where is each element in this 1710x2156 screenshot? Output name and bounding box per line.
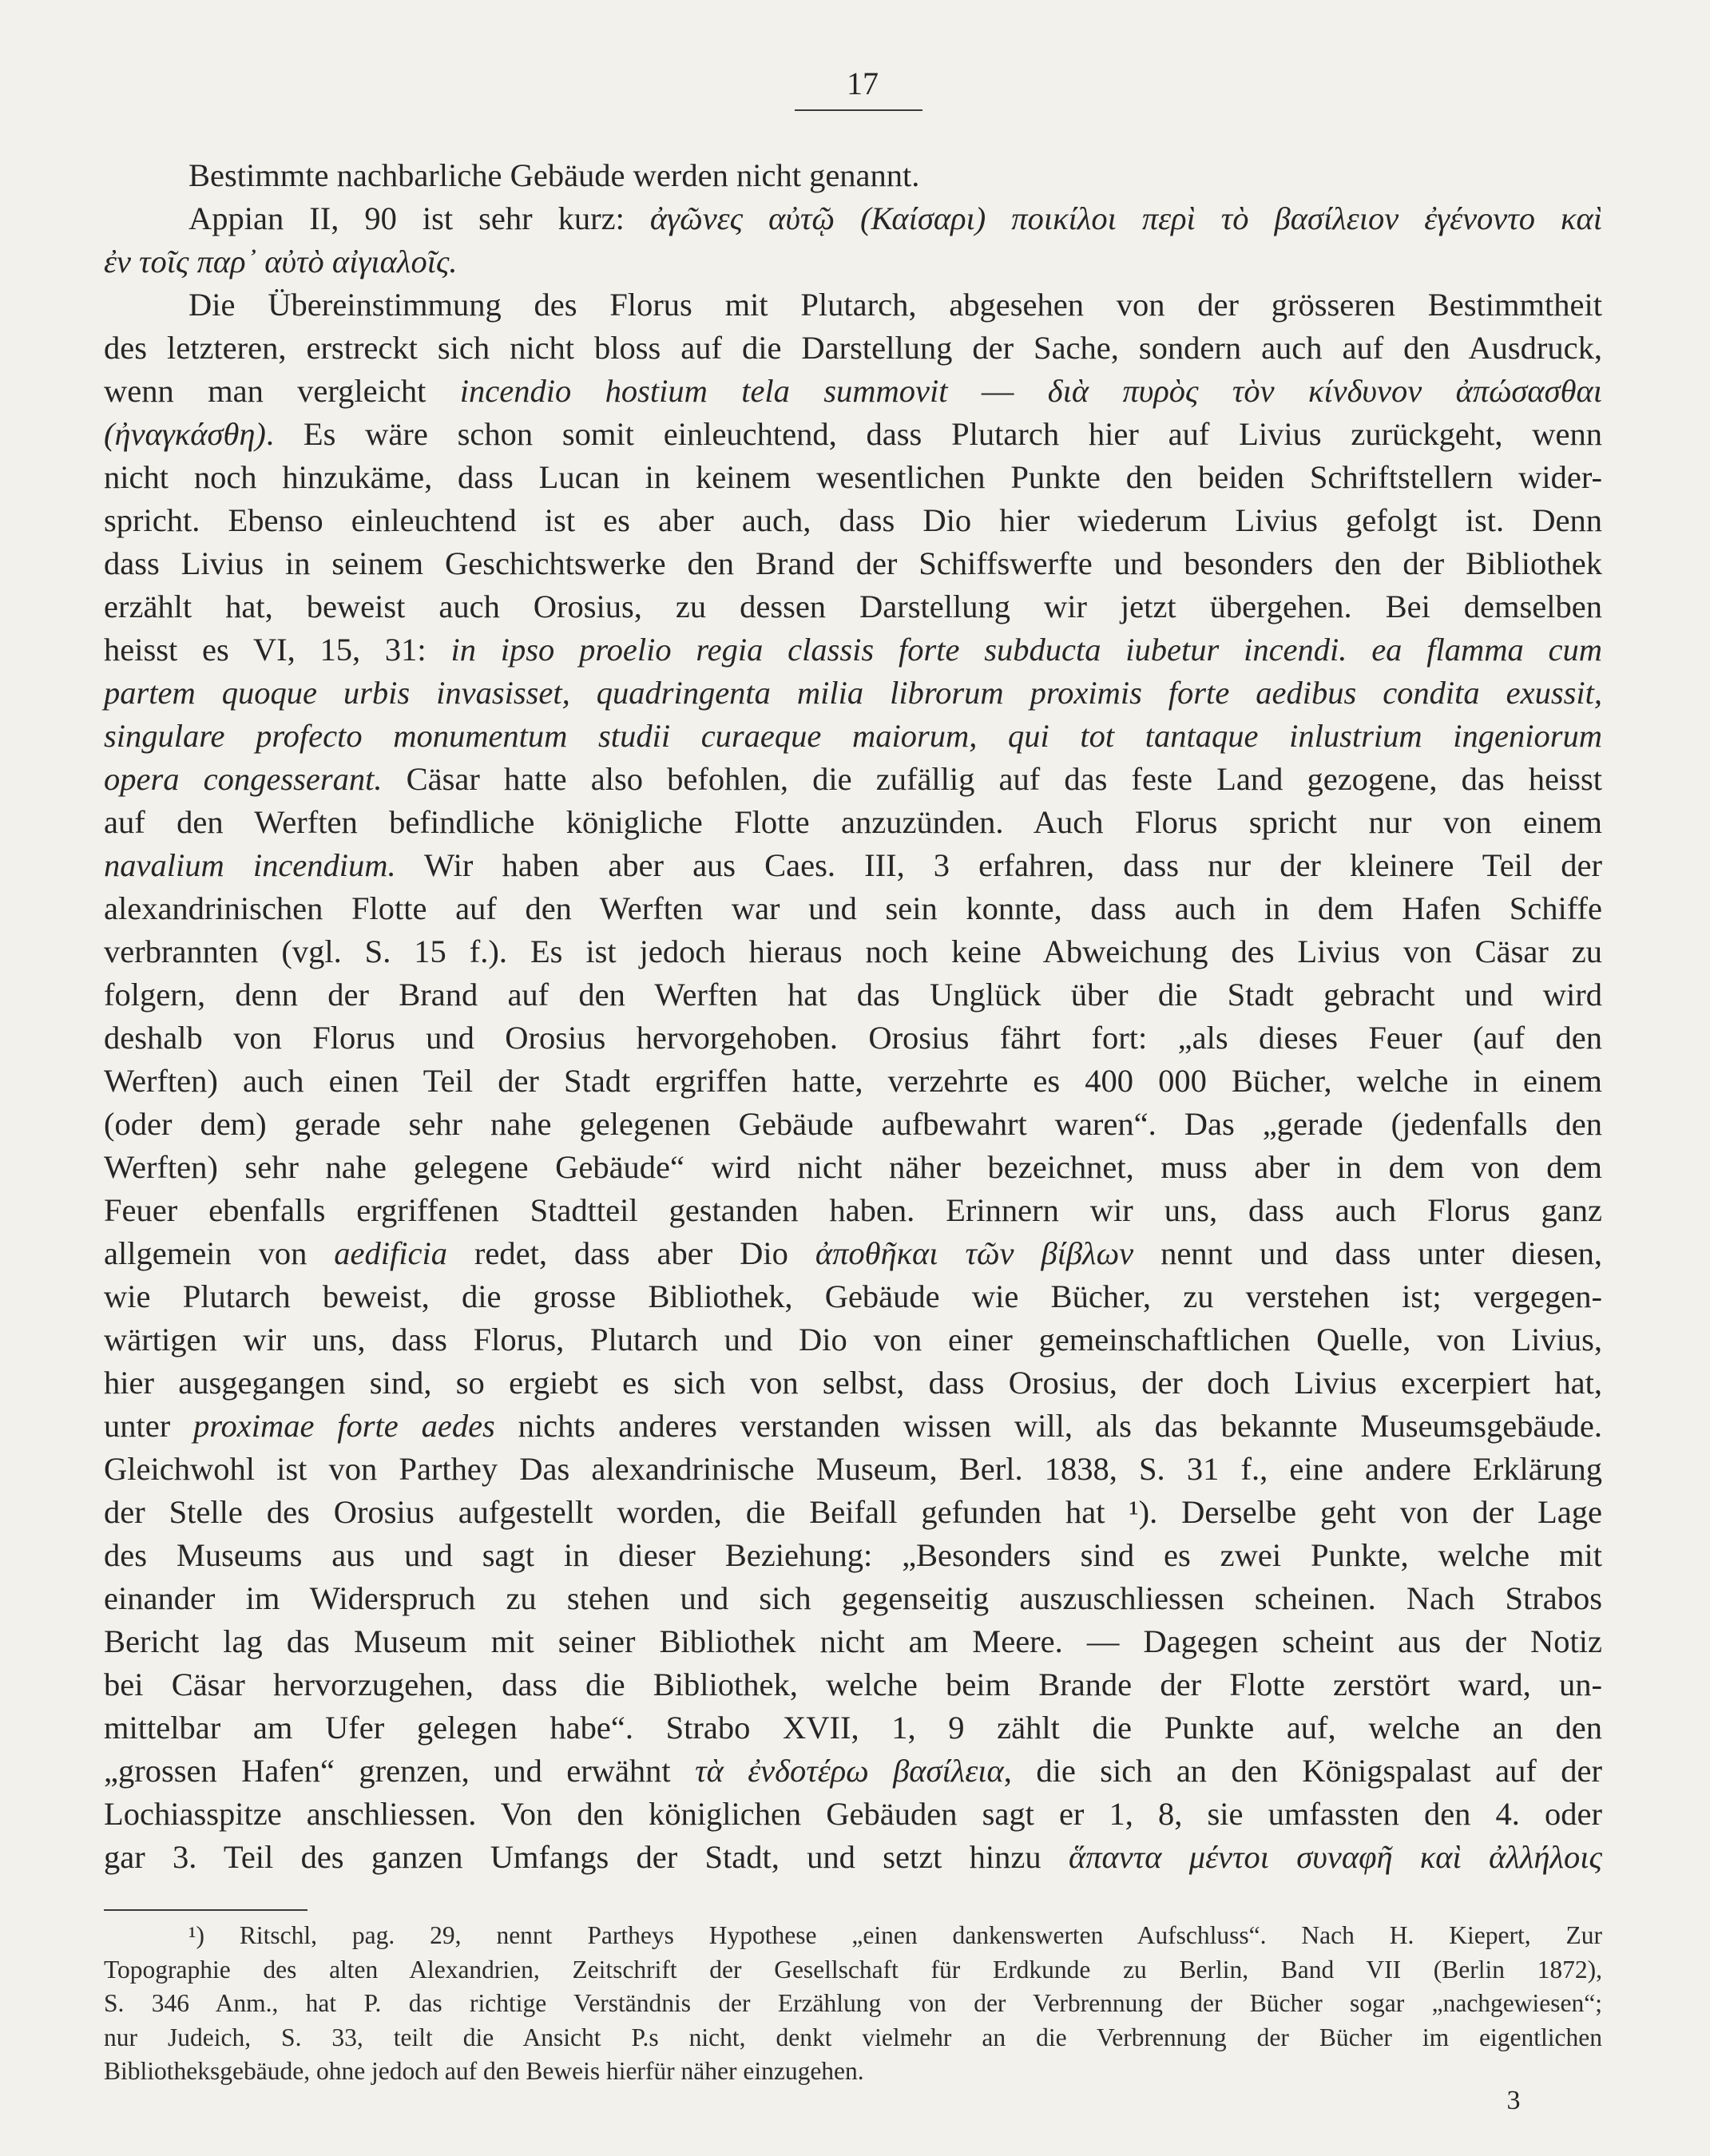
text-run: des Museums aus und sagt in dieser Beziehung: „Besonders sind es zwei Punkte, welche mit <box>104 1537 1602 1573</box>
body-line <box>104 327 1602 370</box>
text-run: Bestimmte nachbarliche Gebäude werden nicht genannt. <box>188 157 920 193</box>
body-line <box>104 1361 1602 1405</box>
text-run: unter <box>104 1408 194 1444</box>
body-line <box>104 1146 1602 1189</box>
text-run: der Stelle des Orosius aufgestellt worden, die Beifall gefunden hat ¹). Derselbe geht von der Lage <box>104 1494 1602 1530</box>
text-run: Feuer ebenfalls ergriffenen Stadtteil gestanden haben. Erinnern wir uns, dass auch Florus ganz <box>104 1192 1602 1228</box>
italic-text: partem quoque urbis invasisset, quadringenta milia librorum proximis forte aedibus condita exussit, <box>104 675 1602 711</box>
italic-text: ἐν τοῖς παρ᾽ αὐτὸ αἰγιαλοῖς. <box>104 244 458 279</box>
body-line <box>104 499 1602 542</box>
body-line <box>104 1189 1602 1232</box>
body-line <box>104 758 1602 801</box>
body-line <box>104 844 1602 887</box>
page-number-rule <box>795 109 922 111</box>
text-run: Werften) auch einen Teil der Stadt ergriffen hatte, verzehrte es 400 000 Bücher, welche in einem <box>104 1063 1602 1099</box>
italic-text: navalium incendium. <box>104 847 396 883</box>
text-run: hier ausgegangen sind, so ergiebt es sich von selbst, dass Orosius, der doch Livius excerpiert hat, <box>104 1365 1602 1401</box>
footnotes <box>104 1919 1602 2089</box>
text-run: Gleichwohl ist von Parthey Das alexandrinische Museum, Berl. 1838, S. 31 f., eine andere Erklärung <box>104 1451 1602 1487</box>
body-line <box>104 283 1602 327</box>
footnote-line <box>104 2055 1602 2089</box>
italic-text: ἅπαντα μέντοι συναφῆ καὶ ἀλλήλοις <box>1068 1839 1602 1875</box>
page-number: 17 <box>847 65 879 101</box>
text-run: (oder dem) gerade sehr nahe gelegenen Gebäude aufbewahrt waren“. Das „gerade (jedenfalls den <box>104 1106 1602 1142</box>
body-text <box>104 154 1602 1879</box>
body-line <box>104 456 1602 499</box>
body-line <box>104 1017 1602 1060</box>
body-line <box>104 542 1602 585</box>
text-run: spricht. Ebenso einleuchtend ist es aber auch, dass Dio hier wiederum Livius gefolgt ist. Denn <box>104 502 1602 538</box>
italic-text: proximae forte aedes <box>193 1408 495 1444</box>
italic-text: in ipso proelio regia classis forte subducta iubetur incendi. ea flamma cum <box>450 632 1602 668</box>
body-line <box>104 1534 1602 1577</box>
body-line <box>104 1232 1602 1275</box>
text-run: wenn man vergleicht <box>104 373 460 409</box>
text-run: Wir haben aber aus Caes. III, 3 erfahren, dass nur der kleinere Teil der <box>395 847 1602 883</box>
text-run: mittelbar am Ufer gelegen habe“. Strabo XVII, 1, 9 zählt die Punkte auf, welche an den <box>104 1710 1602 1746</box>
body-line <box>104 973 1602 1017</box>
text-run: erzählt hat, beweist auch Orosius, zu dessen Darstellung wir jetzt übergehen. Bei demselben <box>104 589 1602 624</box>
body-line <box>104 672 1602 715</box>
body-line <box>104 1103 1602 1146</box>
footnote-line <box>104 1919 1602 1953</box>
footnote-line <box>104 1987 1602 2021</box>
body-line <box>104 413 1602 456</box>
text-run: ¹) Ritschl, pag. 29, nennt Partheys Hypothese „einen dankenswerten Aufschluss“. Nach H. Kiepert, Zur <box>188 1921 1602 1949</box>
text-run: heisst es VI, 15, 31: <box>104 632 451 668</box>
text-run: Cäsar hatte also befohlen, die zufällig auf das feste Land gezogene, das heisst <box>382 761 1603 797</box>
text-run: auf den Werften befindliche königliche Flotte anzuzünden. Auch Florus spricht nur von einem <box>104 804 1602 840</box>
italic-text: τὰ ἐνδοτέρω βασίλεια <box>695 1753 1004 1789</box>
italic-text: singulare profecto monumentum studii curaeque maiorum, qui tot tantaque inlustrium ingeniorum <box>104 718 1602 754</box>
text-run: nicht noch hinzukäme, dass Lucan in keinem wesentlichen Punkte den beiden Schriftstellern wider- <box>104 459 1602 495</box>
footnote-line <box>104 1953 1602 1988</box>
text-run: — <box>947 373 1048 409</box>
italic-text: ἀγῶνες αὐτῷ (Καίσαρι) ποικίλοι περὶ τὸ βασίλειον ἐγένοντο καὶ <box>649 200 1602 236</box>
text-run: Topographie des alten Alexandrien, Zeitschrift der Gesellschaft für Erdkunde zu Berlin, Band VII (Berlin 1872), <box>104 1955 1602 1984</box>
body-line <box>104 1275 1602 1318</box>
italic-text: διὰ πυρὸς τὸν κίνδυνον ἀπώσασθαι <box>1047 373 1603 409</box>
body-line <box>104 1836 1602 1879</box>
body-line <box>104 370 1602 413</box>
body-line <box>104 1793 1602 1836</box>
body-line <box>104 887 1602 930</box>
text-run: dass Livius in seinem Geschichtswerke den Brand der Schiffswerfte und besonders den der Bibliothek <box>104 545 1602 581</box>
body-line <box>104 1448 1602 1491</box>
text-run: Appian II, 90 ist sehr kurz: <box>188 200 650 236</box>
body-line <box>104 715 1602 758</box>
body-line <box>104 1577 1602 1620</box>
signature-mark: 3 <box>1506 2086 1521 2115</box>
text-run: alexandrinischen Flotte auf den Werften war und sein konnte, dass auch in dem Hafen Schiffe <box>104 890 1602 926</box>
body-line <box>104 1750 1602 1793</box>
italic-text: opera congesserant. <box>104 761 383 797</box>
text-run: deshalb von Florus und Orosius hervorgehoben. Orosius fährt fort: „als dieses Feuer (auf den <box>104 1020 1602 1056</box>
text-run: S. 346 Anm., hat P. das richtige Verständnis der Erzählung von der Verbrennung der Bücher sogar „nachgewiesen“; <box>104 1989 1602 2017</box>
body-line <box>104 1060 1602 1103</box>
body-line <box>104 628 1602 672</box>
text-run: „grossen Hafen“ grenzen, und erwähnt <box>104 1753 696 1789</box>
text-run: Bericht lag das Museum mit seiner Bibliothek nicht am Meere. — Dagegen scheint aus der Notiz <box>104 1623 1602 1659</box>
text-run: redet, dass aber Dio <box>446 1235 815 1271</box>
text-run: des letzteren, erstreckt sich nicht bloss auf die Darstellung der Sache, sondern auch auf den Ausdruck, <box>104 330 1602 366</box>
body-line <box>104 1663 1602 1706</box>
text-run: gar 3. Teil des ganzen Umfangs der Stadt, und setzt hinzu <box>104 1839 1069 1875</box>
body-line <box>104 585 1602 628</box>
body-line <box>104 197 1602 240</box>
text-run: , die sich an den Königspalast auf der <box>1003 1753 1603 1789</box>
italic-text: aedificia <box>334 1235 447 1271</box>
text-run: Die Übereinstimmung des Florus mit Plutarch, abgesehen von der grösseren Bestimmtheit <box>188 287 1602 323</box>
text-run: nur Judeich, S. 33, teilt die Ansicht P.s nicht, denkt vielmehr an die Verbrennung der Bücher im eigentlichen <box>104 2023 1602 2051</box>
italic-text: (ἠναγκάσθη) <box>104 416 266 452</box>
text-run: bei Cäsar hervorzugehen, dass die Bibliothek, welche beim Brande der Flotte zerstört ward, un- <box>104 1667 1602 1702</box>
body-line <box>104 1318 1602 1361</box>
body-line <box>104 1620 1602 1663</box>
text-run: folgern, denn der Brand auf den Werften hat das Unglück über die Stadt gebracht und wird <box>104 977 1602 1013</box>
body-line <box>104 1405 1602 1448</box>
body-line <box>104 1706 1602 1750</box>
text-run: verbrannten (vgl. S. 15 f.). Es ist jedoch hieraus noch keine Abweichung des Livius von Cäsar zu <box>104 933 1602 969</box>
body-line <box>104 930 1602 973</box>
text-run: Bibliotheksgebäude, ohne jedoch auf den Beweis hierfür näher einzugehen. <box>104 2057 864 2085</box>
body-line <box>104 240 1602 283</box>
body-line <box>104 1491 1602 1534</box>
footnote-line <box>104 2021 1602 2055</box>
footnote-rule <box>104 1909 307 1911</box>
text-run: nennt und dass unter diesen, <box>1133 1235 1603 1271</box>
body-line <box>104 154 1602 197</box>
text-run: allgemein von <box>104 1235 335 1271</box>
text-run: nichts anderes verstanden wissen will, als das bekannte Museumsgebäude. <box>494 1408 1602 1444</box>
text-run: wie Plutarch beweist, die grosse Bibliothek, Gebäude wie Bücher, zu verstehen ist; vergegen- <box>104 1278 1602 1314</box>
body-line <box>104 801 1602 844</box>
italic-text: incendio hostium tela summovit <box>459 373 948 409</box>
text-run: Werften) sehr nahe gelegene Gebäude“ wird nicht näher bezeichnet, muss aber in dem von dem <box>104 1149 1602 1185</box>
text-run: . Es wäre schon somit einleuchtend, dass Plutarch hier auf Livius zurückgeht, wenn <box>265 416 1602 452</box>
text-run: Lochiasspitze anschliessen. Von den königlichen Gebäuden sagt er 1, 8, sie umfassten den 4. oder <box>104 1796 1602 1832</box>
italic-text: ἀποθῆκαι τῶν βίβλων <box>815 1235 1134 1271</box>
text-run: wärtigen wir uns, dass Florus, Plutarch und Dio von einer gemeinschaftlichen Quelle, von Livius, <box>104 1322 1602 1357</box>
text-run: einander im Widerspruch zu stehen und sich gegenseitig auszuschliessen scheinen. Nach Strabos <box>104 1580 1602 1616</box>
